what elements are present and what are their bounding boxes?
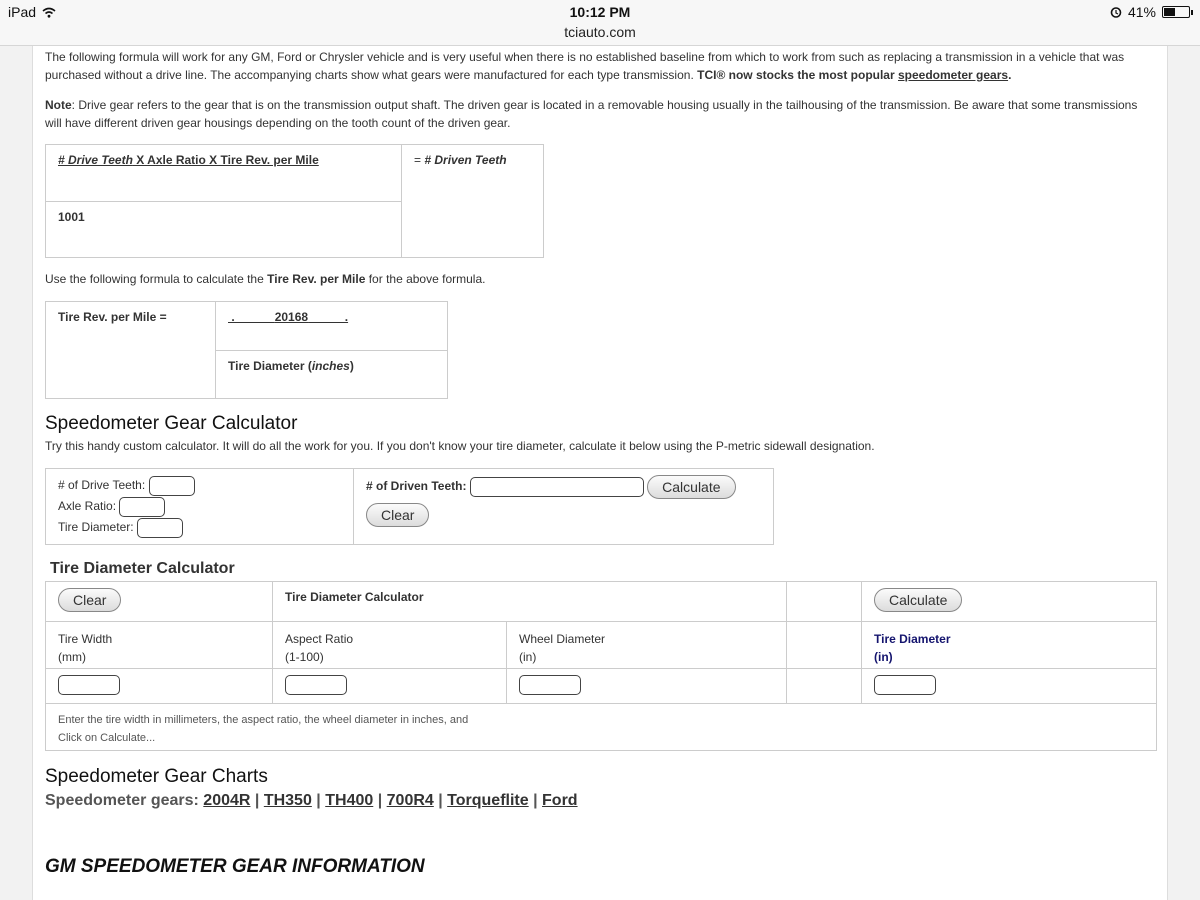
- formula-result-cell: = # Driven Teeth: [402, 145, 544, 258]
- tire-rev-numerator-cell: . 20168 .: [216, 302, 448, 351]
- driven-teeth-result: # Driven Teeth: [424, 153, 507, 167]
- tire-rev-label-cell: [46, 302, 216, 399]
- link-th400[interactable]: TH400: [325, 792, 374, 809]
- tire-rev-constant: 20168: [274, 310, 309, 324]
- link-th350[interactable]: TH350: [263, 792, 312, 809]
- numerator-rest: X Axle Ratio X Tire Rev. per Mile: [132, 153, 319, 167]
- tire-diameter-output[interactable]: [874, 675, 936, 695]
- formula-numerator-cell: [46, 145, 402, 202]
- link-torqueflite[interactable]: Torqueflite: [447, 792, 529, 809]
- gear-chart-links: Speedometer gears: 2004R | TH350 | TH400 | 700R4 | Torqueflite | Ford: [45, 792, 578, 809]
- tire-calculate-cell: [862, 582, 1157, 622]
- driven-teeth-formula: [45, 144, 544, 258]
- wheel-diameter-input[interactable]: [519, 675, 581, 695]
- gear-links-label: Speedometer gears:: [45, 792, 199, 809]
- tire-calculate-button[interactable]: Calculate: [874, 588, 962, 612]
- tire-width-input[interactable]: [58, 675, 120, 695]
- link-700r4[interactable]: 700R4: [386, 792, 434, 809]
- wheel-diameter-cell: [507, 669, 787, 704]
- alarm-icon: [1110, 6, 1122, 18]
- driven-teeth-label: # of Driven Teeth:: [366, 479, 467, 494]
- aspect-ratio-input[interactable]: [285, 675, 347, 695]
- tire-rev-intro: Use the following formula to calculate the Tire Rev. per Mile for the above formula.: [45, 272, 486, 286]
- intro-bold: TCI® now stocks the most popular: [697, 68, 895, 82]
- tire-calc-header: Tire Diameter Calculator: [285, 590, 424, 604]
- spacer-cell: [787, 669, 862, 704]
- battery-icon: [1162, 6, 1190, 18]
- driven-teeth-output[interactable]: [470, 477, 644, 497]
- gm-gear-heading: GM SPEEDOMETER GEAR INFORMATION: [45, 856, 425, 877]
- speedo-calc-desc: Try this handy custom calculator. It will do all the work for you. If you don't know your tire diameter, calculate it below using the P-metric sidewall designation.: [45, 439, 875, 453]
- tire-diameter-header: Tire Diameter (in): [862, 622, 1157, 669]
- speedo-calc-form: [45, 468, 774, 545]
- tire-calc-title: Tire Diameter Calculator: [50, 560, 235, 577]
- aspect-ratio-cell: [273, 669, 507, 704]
- link-ford[interactable]: Ford: [542, 792, 578, 809]
- speedo-result-cell: [354, 469, 774, 545]
- intro-paragraph: The following formula will work for any GM, Ford or Chrysler vehicle and is very useful when there is no established baseline from which to work from such as replacing a transmission in a vehicle that was purchased without a drive line. The accompanying charts show what gears were manufactured for each type transmission. TCI® now stocks the most popular speedometer gears.: [45, 50, 1125, 82]
- battery-indicator: [1110, 4, 1190, 20]
- speedo-calculate-button[interactable]: Calculate: [647, 475, 735, 499]
- address-bar[interactable]: tciauto.com: [564, 24, 636, 40]
- note-label: Note: [45, 98, 72, 112]
- speedometer-gears-link[interactable]: speedometer gears: [898, 68, 1009, 82]
- tire-diameter-input[interactable]: [137, 518, 183, 538]
- speedo-calc-title: Speedometer Gear Calculator: [45, 413, 298, 434]
- wheel-diameter-header: Wheel Diameter (in): [507, 622, 787, 669]
- device-name: iPad: [8, 4, 37, 20]
- gear-charts-title: Speedometer Gear Charts: [45, 766, 268, 787]
- battery-percent: 41%: [1127, 4, 1156, 20]
- tire-calc-hint: Enter the tire width in millimeters, the aspect ratio, the wheel diameter in inches, and Click on Calculate...: [46, 704, 1157, 751]
- speedo-clear-button[interactable]: Clear: [366, 503, 429, 527]
- spacer-header: [787, 622, 862, 669]
- drive-teeth-label: # of Drive Teeth:: [58, 478, 146, 492]
- drive-teeth-input[interactable]: [149, 476, 195, 496]
- intro-text: The following formula will work for any GM, Ford or Chrysler vehicle and is very useful when there is no established baseline from which to work from such as replacing a transmission in a vehicle that was purchased without a drive line. The accompanying charts show what gears were manufactured for each type transmission.: [45, 50, 1125, 82]
- drive-teeth-term: # Drive Teeth: [58, 153, 133, 167]
- tire-calc-table: [45, 581, 1157, 751]
- denominator-value: 1001: [58, 210, 85, 224]
- tire-diameter-label: Tire Diameter:: [58, 520, 134, 534]
- note-paragraph: [45, 96, 1157, 132]
- note-text: : Drive gear refers to the gear that is on the transmission output shaft. The driven gear is located in a removable housing usually in the tailhousing of the transmission. Be aware that some transmissions will have different driven gear housings depending on the tooth count of the driven gear.: [45, 98, 1138, 130]
- web-page: [32, 46, 1168, 900]
- tire-rev-denominator-cell: Tire Diameter (inches): [216, 350, 448, 399]
- tire-rev-formula: [45, 301, 448, 399]
- axle-ratio-input[interactable]: [119, 497, 165, 517]
- tire-header-cell: [273, 582, 787, 622]
- tire-rev-label: Tire Rev. per Mile =: [58, 310, 167, 324]
- tire-empty-cell: [787, 582, 862, 622]
- speedo-inputs-cell: [46, 469, 354, 545]
- tire-width-header: Tire Width (mm): [46, 622, 273, 669]
- tire-diameter-result-cell: [862, 669, 1157, 704]
- clock: 10:12 PM: [569, 4, 631, 20]
- tire-width-cell: [46, 669, 273, 704]
- tire-clear-cell: [46, 582, 273, 622]
- formula-denominator-cell: [46, 202, 402, 258]
- aspect-ratio-header: Aspect Ratio (1-100): [273, 622, 507, 669]
- tire-clear-button[interactable]: Clear: [58, 588, 121, 612]
- axle-ratio-label: Axle Ratio:: [58, 499, 117, 513]
- ios-status-bar: [0, 0, 1200, 46]
- link-2004r[interactable]: 2004R: [203, 792, 251, 809]
